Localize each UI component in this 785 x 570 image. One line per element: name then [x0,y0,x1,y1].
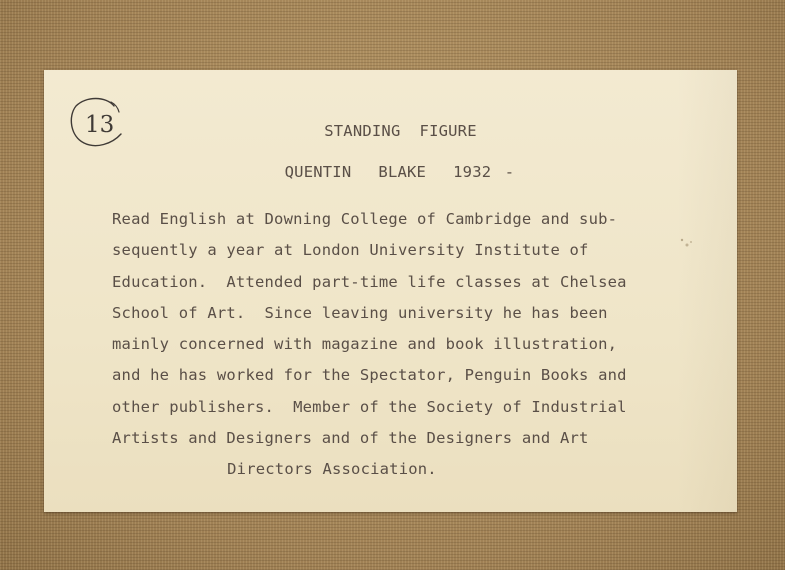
artwork-title: STANDING FIGURE [324,122,477,140]
biography-line: Directors Association. [227,460,437,479]
paper-specks [678,234,698,254]
biography-line: other publishers. Member of the Society of Industrial [112,397,627,416]
biography-line: sequently a year at London University Institute of [112,241,589,260]
biography-line: and he has worked for the Spectator, Penguin Books and [112,366,627,385]
biography-line: School of Art. Since leaving university he has been [112,303,608,322]
typed-label-card [44,70,737,512]
biography-line: Education. Attended part-time life classes at Chelsea [112,272,627,291]
handwritten-number-text: 13 [85,112,115,138]
biography-line: Read English at Downing College of Cambridge and sub- [112,210,618,228]
biography-text [112,204,712,486]
biography-line: Artists and Designers and of the Designers and Art [112,429,589,448]
biography-line: mainly concerned with magazine and book illustration, [112,335,618,354]
artist-name-dates: QUENTIN BLAKE 1932 - [284,163,515,181]
